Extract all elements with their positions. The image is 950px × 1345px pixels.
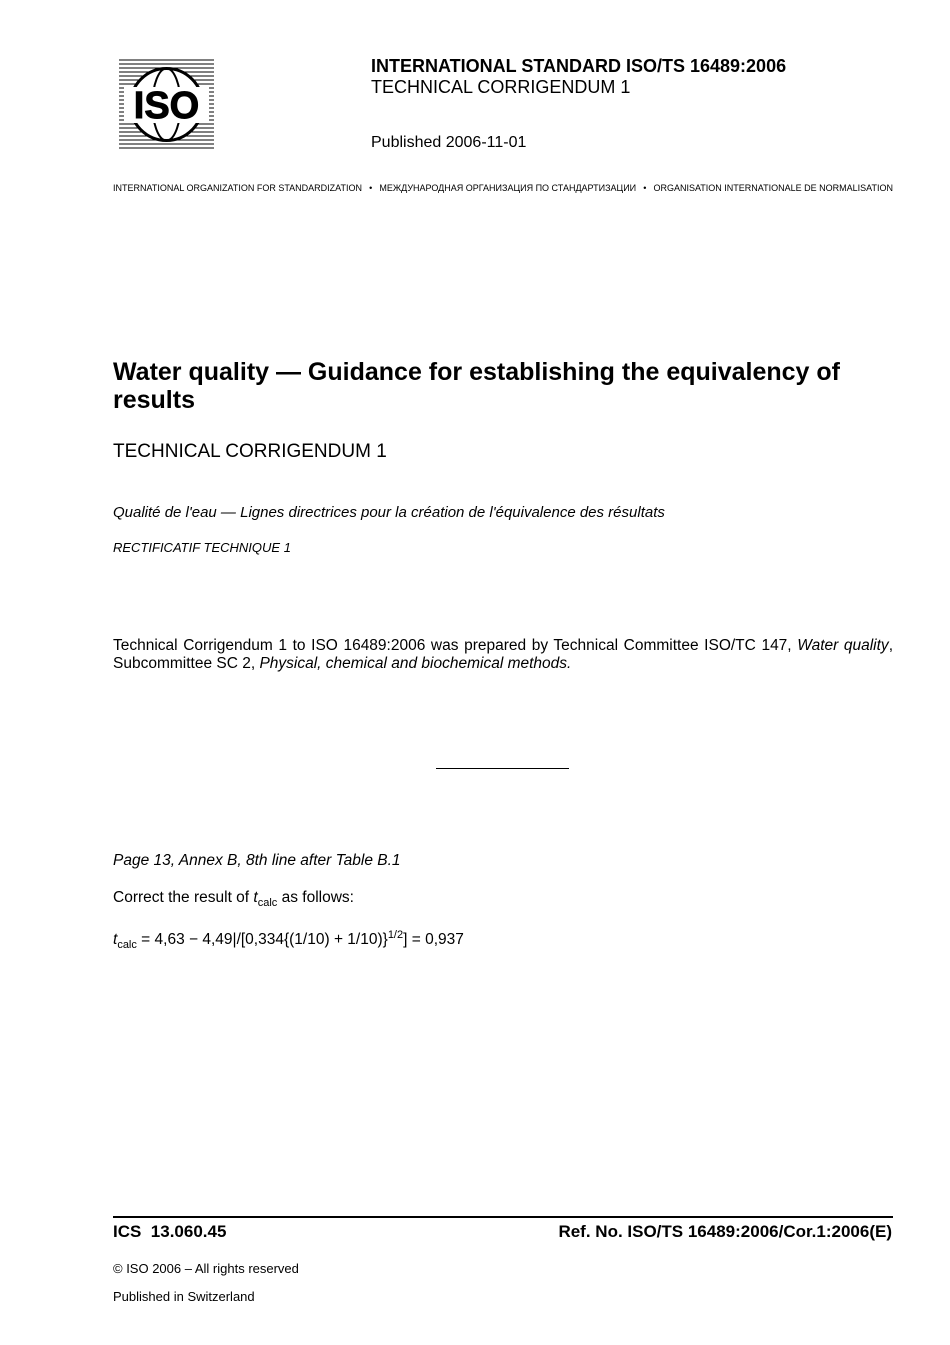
- iso-logo: [117, 57, 216, 152]
- formula-exponent: 1/2: [387, 928, 404, 941]
- french-corrigendum: RECTIFICATIF TECHNIQUE 1: [113, 540, 291, 555]
- formula: [113, 928, 464, 952]
- intro-text: Technical Corrigendum 1 to ISO 16489:2006 was prepared by Technical Committee ISO/TC 147,: [113, 637, 798, 654]
- formula-body: = 4,63 − 4,49|/[0,334{(1/10) + 1/10)}: [136, 931, 388, 948]
- iso-logo-text: ISO: [133, 85, 200, 127]
- variable-t: t: [253, 889, 258, 906]
- published-date: Published 2006-11-01: [371, 134, 527, 151]
- standard-corrigendum: TECHNICAL CORRIGENDUM 1: [371, 77, 631, 97]
- copyright-notice: © ISO 2006 – All rights reserved: [113, 1261, 299, 1276]
- org-name-english: INTERNATIONAL ORGANIZATION FOR STANDARDIZATION: [113, 183, 363, 193]
- instruction-text: Correct the result of: [113, 889, 254, 906]
- ics-code: ICS 13.060.45: [113, 1222, 227, 1241]
- page-reference: Page 13, Annex B, 8th line after Table B.1: [113, 852, 401, 869]
- org-separator: •: [369, 183, 373, 193]
- org-separator: •: [643, 183, 647, 193]
- subcommittee-name: Physical, chemical and biochemical methods.: [259, 655, 572, 672]
- committee-name: Water quality: [797, 637, 889, 654]
- correction-instruction: [113, 889, 354, 910]
- organization-line: [113, 183, 893, 193]
- footer-rule: [113, 1216, 893, 1218]
- intro-paragraph: [113, 637, 893, 673]
- formula-variable: t: [113, 931, 118, 948]
- corrigendum-label: TECHNICAL CORRIGENDUM 1: [113, 441, 387, 462]
- org-name-russian: МЕЖДУНАРОДНАЯ ОРГАНИЗАЦИЯ ПО СТАНДАРТИЗАЦИИ: [379, 183, 637, 193]
- section-divider: [436, 768, 569, 769]
- document-title: Water quality — Guidance for establishing the equivalency of results: [113, 358, 840, 414]
- published-in: Published in Switzerland: [113, 1289, 255, 1304]
- formula-result: ] = 0,937: [403, 931, 464, 948]
- instruction-text: as follows:: [277, 889, 354, 906]
- reference-number: Ref. No. ISO/TS 16489:2006/Cor.1:2006(E): [558, 1222, 892, 1241]
- intro-text: , Subcommittee SC 2,: [113, 637, 893, 672]
- formula-subscript: calc: [117, 939, 137, 952]
- standard-title: INTERNATIONAL STANDARD ISO/TS 16489:2006: [371, 56, 787, 76]
- org-name-french: ORGANISATION INTERNATIONALE DE NORMALISATION: [653, 183, 893, 193]
- french-title: Qualité de l'eau — Lignes directrices pour la création de l'équivalence des résultats: [113, 504, 665, 521]
- variable-subscript: calc: [257, 897, 278, 910]
